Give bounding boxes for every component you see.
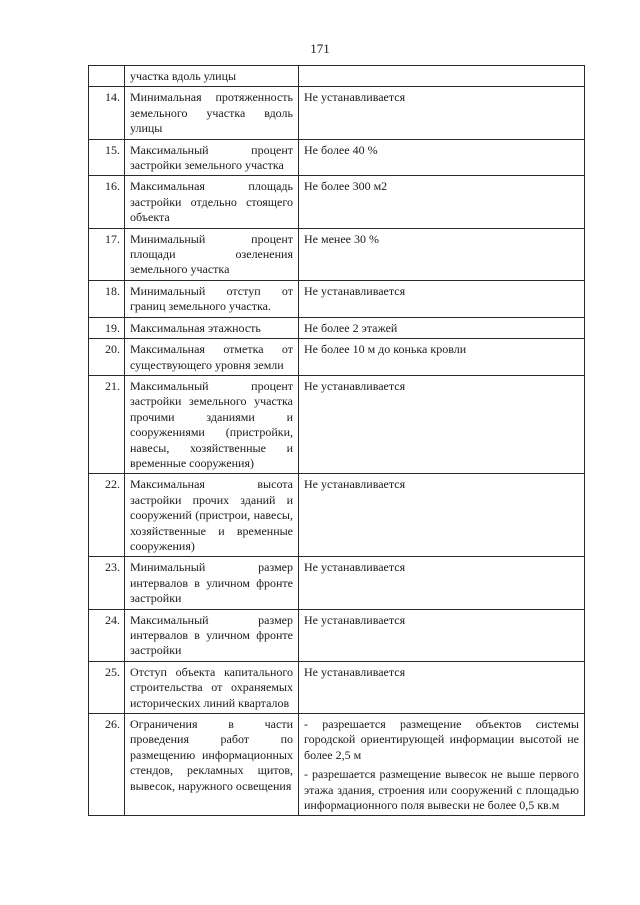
row-number: 14. <box>89 87 125 139</box>
parameter-value-text: Не более 40 % <box>304 142 378 157</box>
row-number: 17. <box>89 228 125 280</box>
row-number: 22. <box>89 474 125 557</box>
table-row <box>89 557 585 609</box>
parameter-value <box>299 661 585 713</box>
parameter-name: Максимальная отметка от существующего уровня земли <box>125 339 299 376</box>
parameter-name: Максимальный процент застройки земельного участка <box>125 139 299 176</box>
parameter-value <box>299 139 585 176</box>
row-number <box>89 66 125 87</box>
parameter-value-text: Не более 2 этажей <box>304 320 398 335</box>
table-row <box>89 609 585 661</box>
table-row <box>89 474 585 557</box>
table-row <box>89 139 585 176</box>
table-row <box>89 661 585 713</box>
parameter-name: Минимальная протяженность земельного участка вдоль улицы <box>125 87 299 139</box>
table-row <box>89 66 585 87</box>
parameter-name: участка вдоль улицы <box>125 66 299 87</box>
row-number: 23. <box>89 557 125 609</box>
parameter-value-text: Не более 300 м2 <box>304 179 388 194</box>
parameter-value-text: - разрешается размещение объектов системы городской ориентирующей информации высотой не более 2,5 м <box>304 717 579 762</box>
parameter-value-text: Не устанавливается <box>304 477 406 492</box>
parameter-value-text: - разрешается размещение вывесок не выше первого этажа здания, строения или сооружений с площадью информационного поля вывески не более 0,5 кв.м <box>304 767 579 813</box>
parameters-table-body <box>89 66 585 816</box>
parameter-value-text: Не более 10 м до конька кровли <box>304 342 467 357</box>
parameter-name: Минимальный размер интервалов в уличном фронте застройки <box>125 557 299 609</box>
parameter-name: Минимальный процент площади озеленения земельного участка <box>125 228 299 280</box>
parameter-value <box>299 317 585 338</box>
row-number: 19. <box>89 317 125 338</box>
parameter-name: Максимальный процент застройки земельного участка прочими зданиями и сооружениями (пристройки, навесы, хозяйственные и временные сооружения) <box>125 375 299 473</box>
parameter-value <box>299 557 585 609</box>
parameter-name: Минимальный отступ от границ земельного участка. <box>125 280 299 317</box>
row-number: 20. <box>89 339 125 376</box>
table-row <box>89 87 585 139</box>
row-number: 21. <box>89 375 125 473</box>
parameter-value-text: Не устанавливается <box>304 283 406 298</box>
parameter-value <box>299 714 585 816</box>
table-row <box>89 176 585 228</box>
row-number: 24. <box>89 609 125 661</box>
parameter-value <box>299 375 585 473</box>
row-number: 15. <box>89 139 125 176</box>
parameter-name: Максимальная этажность <box>125 317 299 338</box>
table-row <box>89 375 585 473</box>
parameter-value <box>299 339 585 376</box>
parameter-value-text: Не устанавливается <box>304 664 406 679</box>
parameter-value-text: Не менее 30 % <box>304 231 379 246</box>
parameter-name: Максимальная высота застройки прочих зданий и сооружений (пристрои, навесы, хозяйственные и временные сооружения) <box>125 474 299 557</box>
parameter-value-text: Не устанавливается <box>304 612 406 627</box>
parameter-name: Максимальная площадь застройки отдельно стоящего объекта <box>125 176 299 228</box>
parameter-value-text: Не устанавливается <box>304 378 406 393</box>
row-number: 26. <box>89 714 125 816</box>
parameter-value <box>299 228 585 280</box>
parameter-value-text: Не устанавливается <box>304 90 406 105</box>
parameter-value-text: Не устанавливается <box>304 560 406 575</box>
table-row <box>89 714 585 816</box>
parameter-value <box>299 87 585 139</box>
parameter-name: Максимальный размер интервалов в уличном фронте застройки <box>125 609 299 661</box>
row-number: 16. <box>89 176 125 228</box>
row-number: 25. <box>89 661 125 713</box>
parameter-name: Ограничения в части проведения работ по размещению информационных стендов, рекламных щитов, вывесок, наружного освещения <box>125 714 299 816</box>
parameters-table <box>88 65 585 816</box>
table-row <box>89 280 585 317</box>
row-number: 18. <box>89 280 125 317</box>
parameter-value <box>299 176 585 228</box>
parameter-value <box>299 609 585 661</box>
table-row <box>89 317 585 338</box>
table-row <box>89 228 585 280</box>
parameter-value <box>299 474 585 557</box>
page-number: 171 <box>310 41 330 56</box>
table-row <box>89 339 585 376</box>
parameter-value <box>299 66 585 87</box>
parameter-name: Отступ объекта капитального строительства от охраняемых исторических линий кварталов <box>125 661 299 713</box>
parameter-value <box>299 280 585 317</box>
